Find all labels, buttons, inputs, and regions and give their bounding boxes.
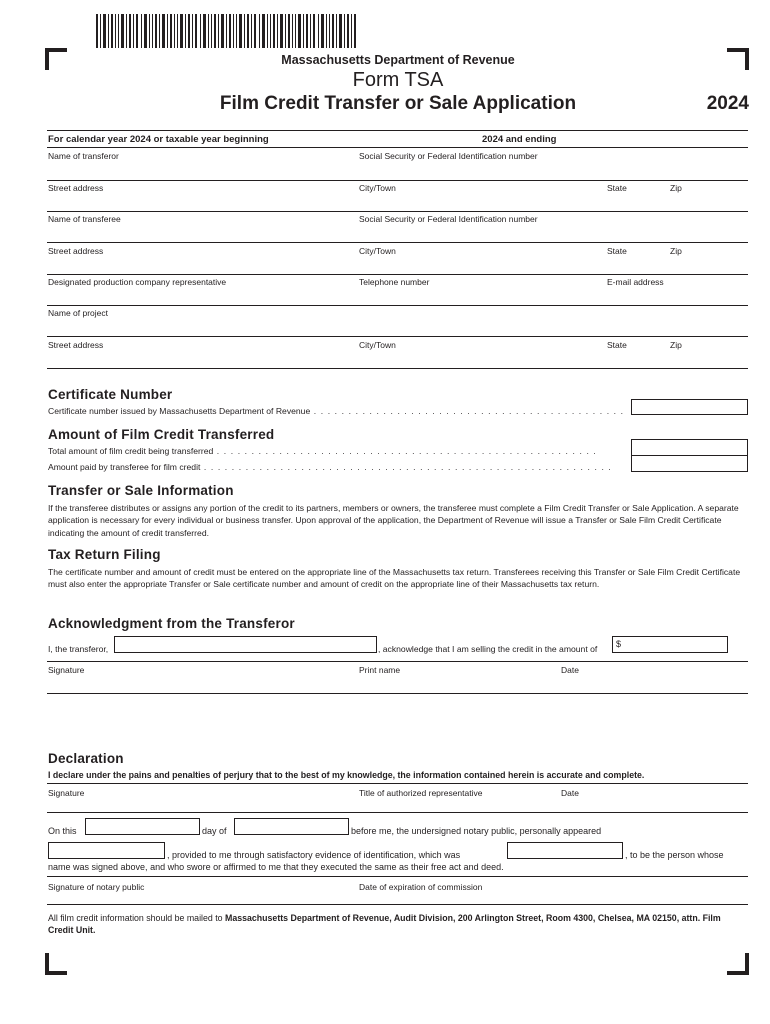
divider: [47, 211, 748, 212]
provided-label: , provided to me through satisfactory evidence of identification, which was: [167, 850, 461, 860]
transferor-zip-label: Zip: [670, 183, 682, 193]
project-street-label: Street address: [48, 340, 104, 350]
transferee-zip-label: Zip: [670, 246, 682, 256]
representative-label: Designated production company representative: [48, 277, 227, 287]
commission-label: Date of expiration of commission: [359, 882, 483, 892]
transferor-name-label: Name of transferor: [48, 151, 119, 161]
certificate-heading: Certificate Number: [48, 387, 173, 402]
transferee-city-label: City/Town: [359, 246, 396, 256]
divider: [47, 876, 748, 877]
transferor-street-label: Street address: [48, 183, 104, 193]
divider: [47, 274, 748, 275]
ack-date-label: Date: [561, 665, 579, 675]
mailing-prefix: All film credit information should be mailed to: [48, 913, 225, 923]
project-name-label: Name of project: [48, 308, 108, 318]
declaration-statement: I declare under the pains and penalties of perjury that to the best of my knowledge, the information contained herein is accurate and complete.: [48, 770, 645, 780]
transferee-ssn-label: Social Security or Federal Identification number: [359, 214, 538, 224]
corner-mark-bottom-right: [727, 953, 749, 975]
department-name: Massachusetts Department of Revenue: [281, 53, 515, 67]
divider: [47, 783, 748, 784]
divider: [47, 336, 748, 337]
day-field[interactable]: [85, 818, 200, 835]
divider: [47, 242, 748, 243]
mailing-instructions: [48, 912, 748, 936]
transferee-state-label: State: [607, 246, 627, 256]
ack-print-name-label: Print name: [359, 665, 401, 675]
form-title: Film Credit Transfer or Sale Application: [219, 93, 577, 114]
ack-signature-label: Signature: [48, 665, 85, 675]
divider: [47, 130, 748, 131]
on-this-label: On this: [48, 826, 77, 836]
before-me-label: before me, the undersigned notary public, personally appeared: [351, 826, 602, 836]
project-zip-label: Zip: [670, 340, 682, 350]
ack-prefix: I, the transferor,: [48, 644, 109, 654]
divider: [47, 904, 748, 905]
transfer-info-heading: Transfer or Sale Information: [48, 483, 234, 498]
tax-return-heading: Tax Return Filing: [48, 547, 161, 562]
corner-mark-bottom-left: [45, 953, 67, 975]
total-credit-label: Total amount of film credit being transferred: [48, 446, 214, 456]
barcode: [96, 14, 356, 48]
certificate-line: Certificate number issued by Massachusetts Department of Revenue . . . . . . . . . . . . . . . . . . . . . . . . . . . . . . . . . . . . . . . . . . . . .: [48, 406, 625, 416]
email-label: E-mail address: [607, 277, 664, 287]
transferor-city-label: City/Town: [359, 183, 396, 193]
certificate-line-label: Certificate number issued by Massachusetts Department of Revenue: [48, 406, 311, 416]
project-state-label: State: [607, 340, 627, 350]
amount-line-2: Amount paid by transferee for film credit . . . . . . . . . . . . . . . . . . . . . . . . . . . . . . . . . . . . . . . . . . . . . . . . . . . . . . . . . . .: [48, 462, 612, 472]
tax-year-ending-label: 2024 and ending: [482, 134, 557, 145]
decl-date-label: Date: [561, 788, 579, 798]
divider: [47, 147, 748, 148]
divider: [47, 693, 748, 694]
decl-signature-label: Signature: [48, 788, 85, 798]
to-be-label: , to be the person whose: [625, 850, 724, 860]
divider: [47, 661, 748, 662]
transferor-state-label: State: [607, 183, 627, 193]
tax-return-text: The certificate number and amount of credit must be entered on the appropriate line of the Massachusetts tax return. Transferees receiving this Transfer or Sale Film Credit Certificate must also enter the appropriate Transfer or Sale certificate number and amount of credit on the appropriate line of their Massachusetts tax return.: [48, 567, 741, 590]
amount-line-1: Total amount of film credit being transferred . . . . . . . . . . . . . . . . . . . . . . . . . . . . . . . . . . . . . . . . . . . . . . . . . . . . . . .: [48, 446, 597, 456]
transferee-street-label: Street address: [48, 246, 104, 256]
name-signed-label: name was signed above, and who swore or affirmed to me that they executed the same as their free act and deed.: [48, 862, 504, 872]
credit-amount-field[interactable]: [612, 636, 728, 653]
telephone-label: Telephone number: [359, 277, 430, 287]
day-of-label: day of: [202, 826, 227, 836]
divider: [47, 180, 748, 181]
appeared-name-field[interactable]: [48, 842, 165, 859]
decl-title-label: Title of authorized representative: [359, 788, 483, 798]
month-field[interactable]: [234, 818, 349, 835]
divider: [47, 368, 748, 369]
amount-heading: Amount of Film Credit Transferred: [48, 427, 275, 442]
amount-paid-field[interactable]: [631, 455, 748, 472]
notary-signature-label: Signature of notary public: [48, 882, 145, 892]
transferor-ssn-label: Social Security or Federal Identification number: [359, 151, 538, 161]
divider: [47, 305, 748, 306]
identification-field[interactable]: [507, 842, 623, 859]
transfer-info-text: If the transferee distributes or assigns any portion of the credit to its partners, members or owners, the transferee must complete a Film Credit Transfer or Sale Application. A separate application is necessary for every individual or business transfer. Upon approval of the application, the Department of Revenue will issue a Transfer or Sale Film Credit Certificate indicating the amount of credit transferred.: [48, 503, 739, 538]
form-name: Form TSA: [352, 69, 444, 91]
project-city-label: City/Town: [359, 340, 396, 350]
certificate-number-field[interactable]: [631, 399, 748, 415]
declaration-heading: Declaration: [48, 751, 124, 766]
dollar-sign: $: [616, 639, 622, 649]
total-credit-field[interactable]: [631, 439, 748, 456]
ack-middle: , acknowledge that I am selling the credit in the amount of: [378, 644, 598, 654]
amount-paid-label: Amount paid by transferee for film credit: [48, 462, 201, 472]
divider: [47, 812, 748, 813]
transferee-name-label: Name of transferee: [48, 214, 121, 224]
form-year: 2024: [706, 93, 749, 114]
tax-year-label: For calendar year 2024 or taxable year beginning: [48, 134, 269, 145]
acknowledgment-heading: Acknowledgment from the Transferor: [48, 616, 295, 631]
mailing-address: Massachusetts Department of Revenue, Audit Division, 200 Arlington Street, Room 4300, Chelsea, MA 02150, attn. Film Credit Unit.: [48, 913, 721, 935]
transferor-name-field[interactable]: [114, 636, 377, 653]
